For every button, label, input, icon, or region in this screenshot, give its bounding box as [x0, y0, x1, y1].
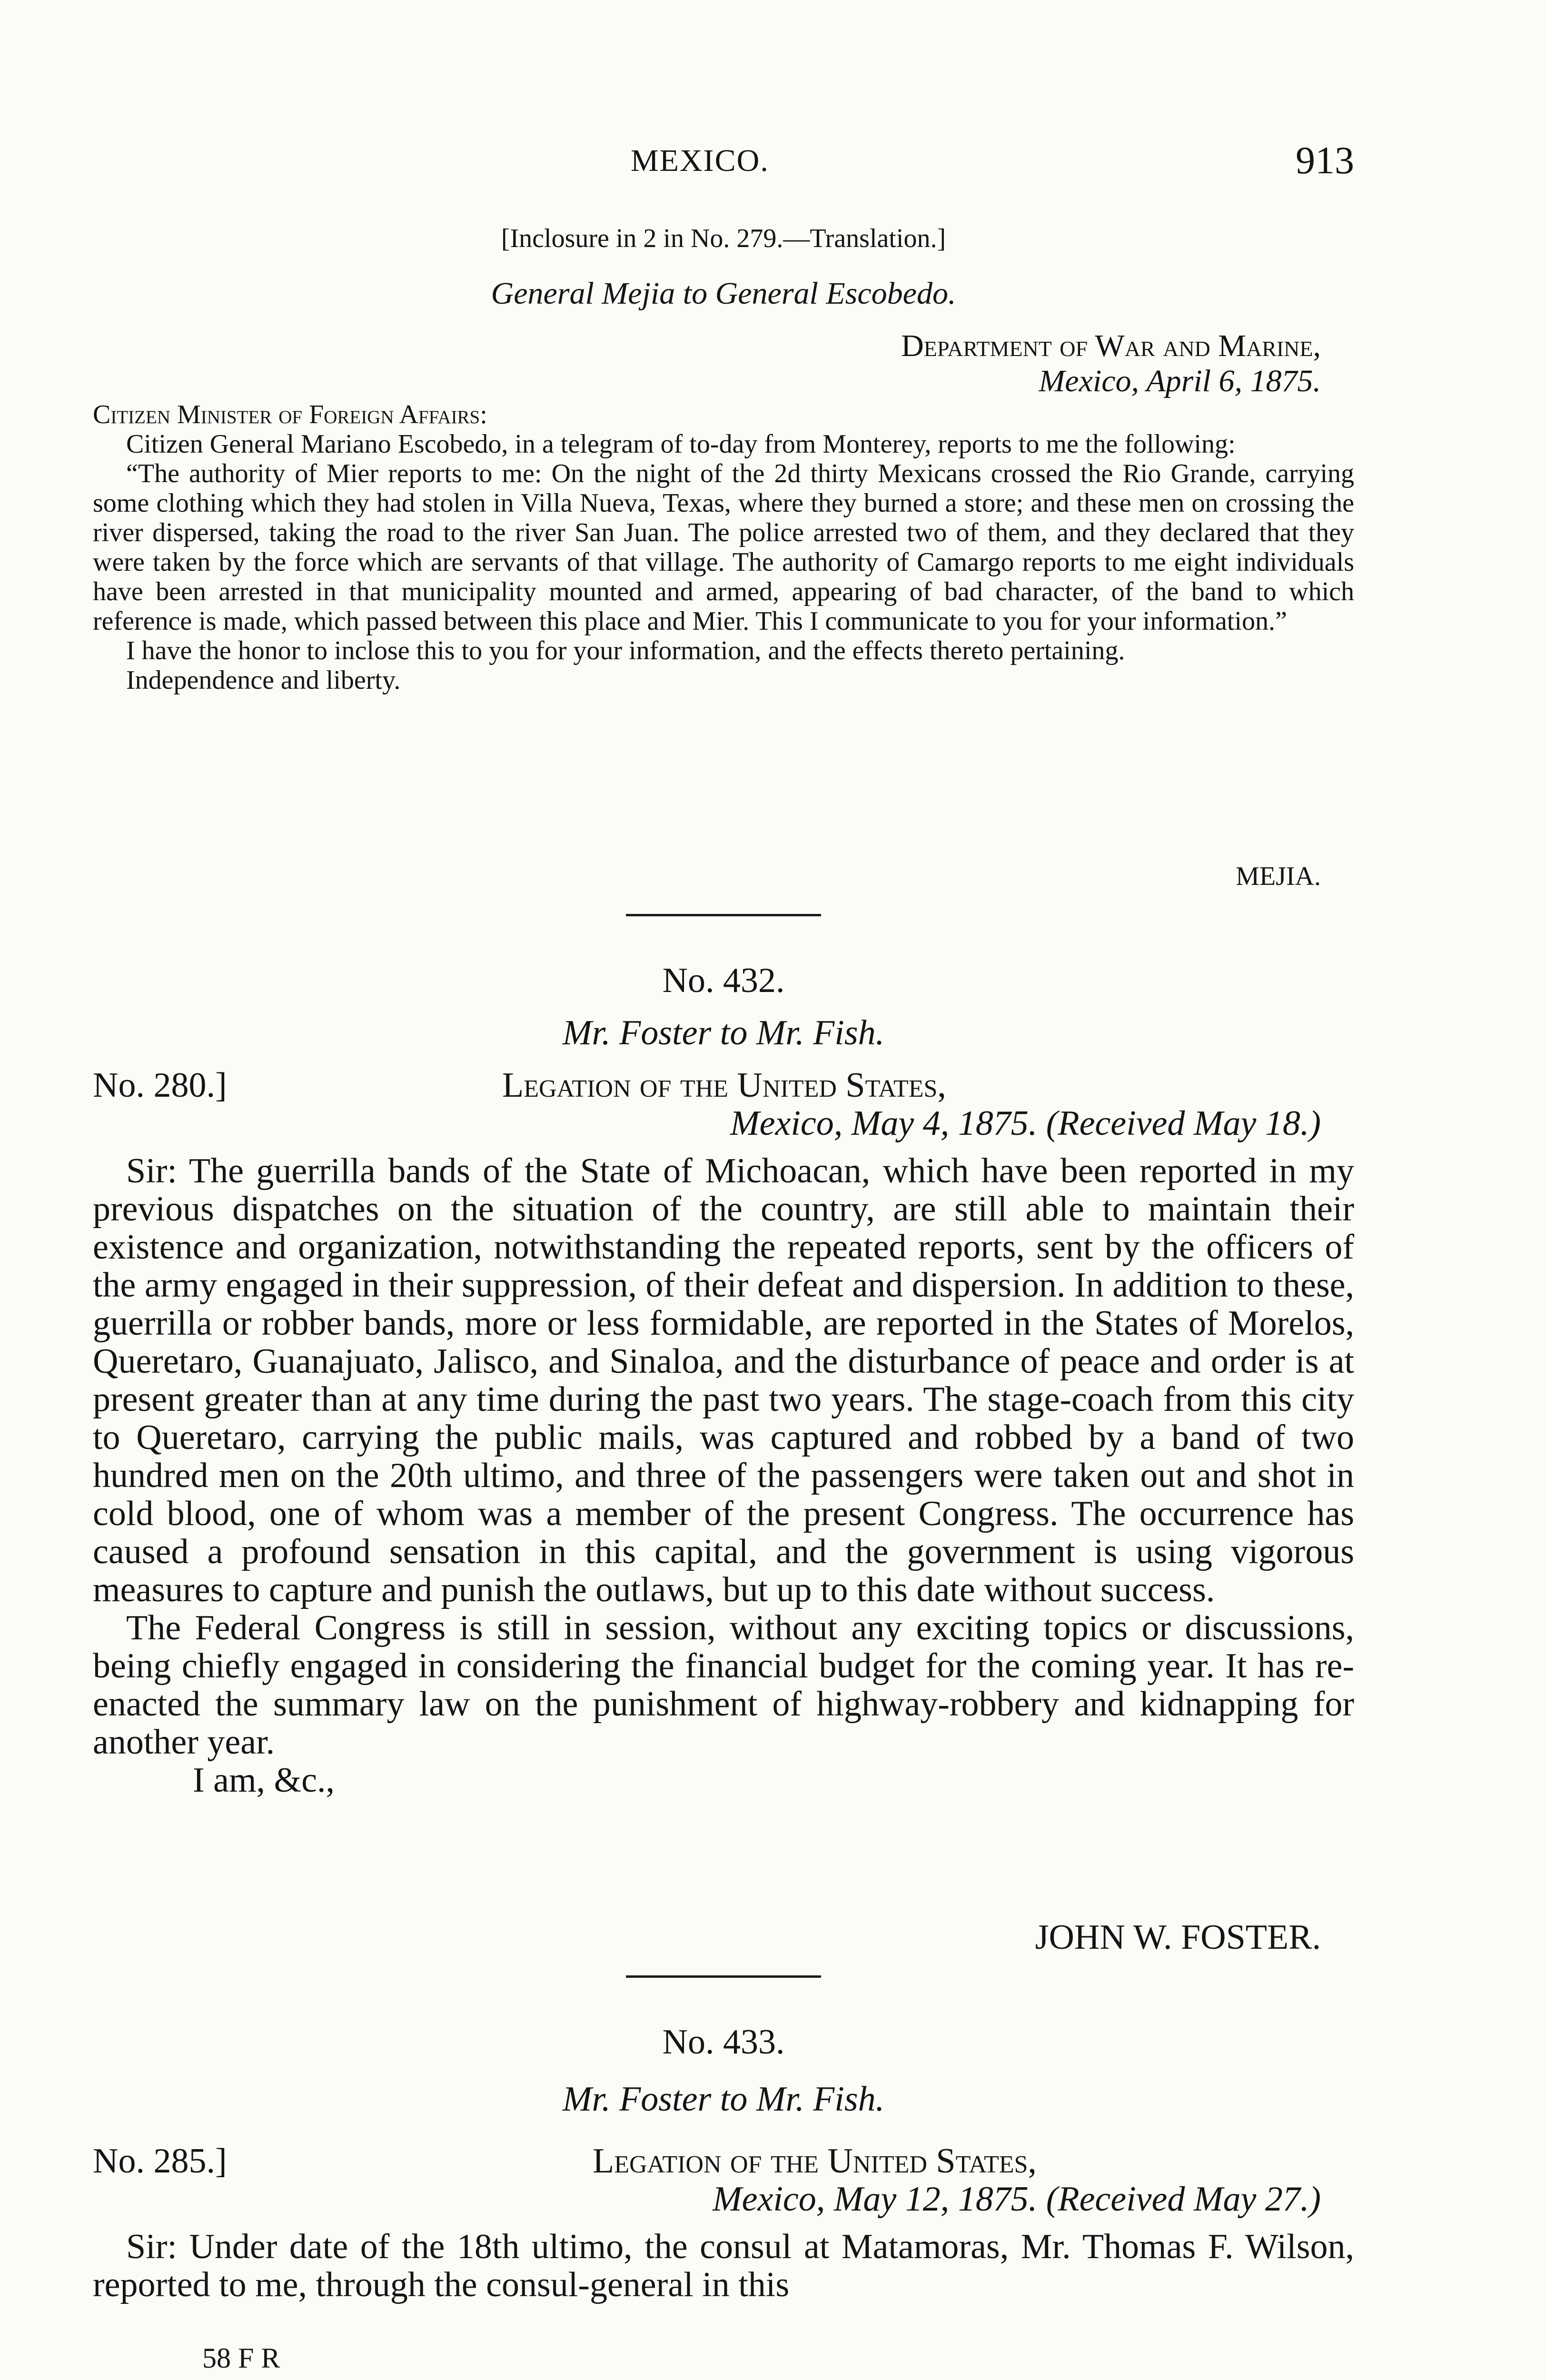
doc433-legation: Legation of the United States, — [593, 2142, 1037, 2181]
running-header — [93, 138, 1354, 190]
inclosure-signature: MEJIA. — [1236, 862, 1321, 891]
doc432-title: Mr. Foster to Mr. Fish. — [562, 1013, 885, 1052]
inclosure-note: [Inclosure in 2 in No. 279.—Translation.] — [501, 224, 946, 253]
page-number: 913 — [1296, 139, 1354, 182]
inclosure-paragraph: I have the honor to inclose this to you for your information, and the effects thereto pertaining. — [126, 636, 1125, 665]
doc432-body — [93, 1152, 1354, 1799]
doc432-place-date: Mexico, May 4, 1875. (Received May 18.) — [730, 1104, 1321, 1143]
doc432-paragraph: Sir: The guerrilla bands of the State of Michoacan, which have been reported in my previous dispatches on the situation of the country, are still able to maintain their existence and organization, notwithstanding the repeated reports, sent by the officers of the army engaged in their suppression, of their defeat and dispersion. In addition to these, guerrilla or robber bands, more or less formidable, are reported in the States of Morelos, Queretaro, Guanajuato, Jalisco, and Sinaloa, and the disturbance of peace and order is at present greater than at any time during the past two years. The stage-coach from this city to Queretaro, carrying the public mails, was captured and robbed by a band of two hundred men on the 20th ultimo, and three of the passengers were taken out and shot in cold blood, one of whom was a member of the present Congress. The occurrence has caused a profound sensation in this capital, and the government is using vigorous measures to capture and punish the outlaws, but up to this date without success. — [93, 1151, 1354, 1609]
doc432-ref: No. 280.] — [93, 1066, 227, 1105]
inclosure-paragraph: “The authority of Mier reports to me: On the night of the 2d thirty Mexicans crossed the Rio Grande, carrying some clothing which they had stolen in Villa Nueva, Texas, where they burned a store; and these men on crossing the river dispersed, taking the road to the river San Juan. The police arrested two of them, and they declared that they were taken by the force which are servants of that village. The authority of Camargo reports to me eight individuals have been arrested in that municipality mounted and armed, appearing of bad character, of the band to which reference is made, which passed between this place and Mier. This I communicate to you for your information.” — [93, 459, 1354, 636]
doc433-place-date: Mexico, May 12, 1875. (Received May 27.) — [713, 2180, 1321, 2219]
footer-signature-mark: 58 F R — [202, 2342, 280, 2374]
inclosure-title: General Mejia to General Escobedo. — [491, 276, 956, 311]
doc432-dateline — [93, 1066, 1354, 1142]
inclosure-place-date: Mexico, April 6, 1875. — [1039, 364, 1321, 398]
section-divider — [626, 914, 821, 916]
inclosure-dept: Department of War and Marine, — [901, 328, 1321, 363]
doc433-paragraph: Sir: Under date of the 18th ultimo, the consul at Matamoras, Mr. Thomas F. Wilson, reported to me, through the consul-general in this — [93, 2227, 1354, 2304]
section-divider — [626, 1975, 821, 1978]
inclosure-paragraph: Citizen General Mariano Escobedo, in a telegram of to-day from Monterey, reports to me the following: — [126, 429, 1236, 459]
inclosure-dept-block — [93, 328, 1354, 399]
doc433-body — [93, 2228, 1354, 2304]
inclosure-salutation: Citizen Minister of Foreign Affairs: — [93, 400, 487, 429]
doc432-number: No. 432. — [662, 961, 785, 1000]
document-page — [93, 0, 1354, 2380]
doc432-paragraph: The Federal Congress is still in session, without any exciting topics or discussions, being chiefly engaged in considering the financial budget for the coming year. It has re-enacted the summary law on the punishment of highway-robbery and kidnapping for another year. — [93, 1608, 1354, 1762]
doc433-dateline — [93, 2142, 1354, 2218]
running-title: MEXICO. — [631, 143, 769, 178]
inclosure-body — [93, 400, 1354, 695]
doc433-title: Mr. Foster to Mr. Fish. — [562, 2080, 885, 2119]
doc433-ref: No. 285.] — [93, 2142, 227, 2181]
doc432-legation: Legation of the United States, — [502, 1066, 946, 1105]
doc432-closing: I am, &c., — [193, 1761, 335, 1800]
doc433-number: No. 433. — [662, 2023, 785, 2062]
doc432-signature: JOHN W. FOSTER. — [1035, 1918, 1321, 1957]
inclosure-paragraph: Independence and liberty. — [126, 665, 401, 695]
